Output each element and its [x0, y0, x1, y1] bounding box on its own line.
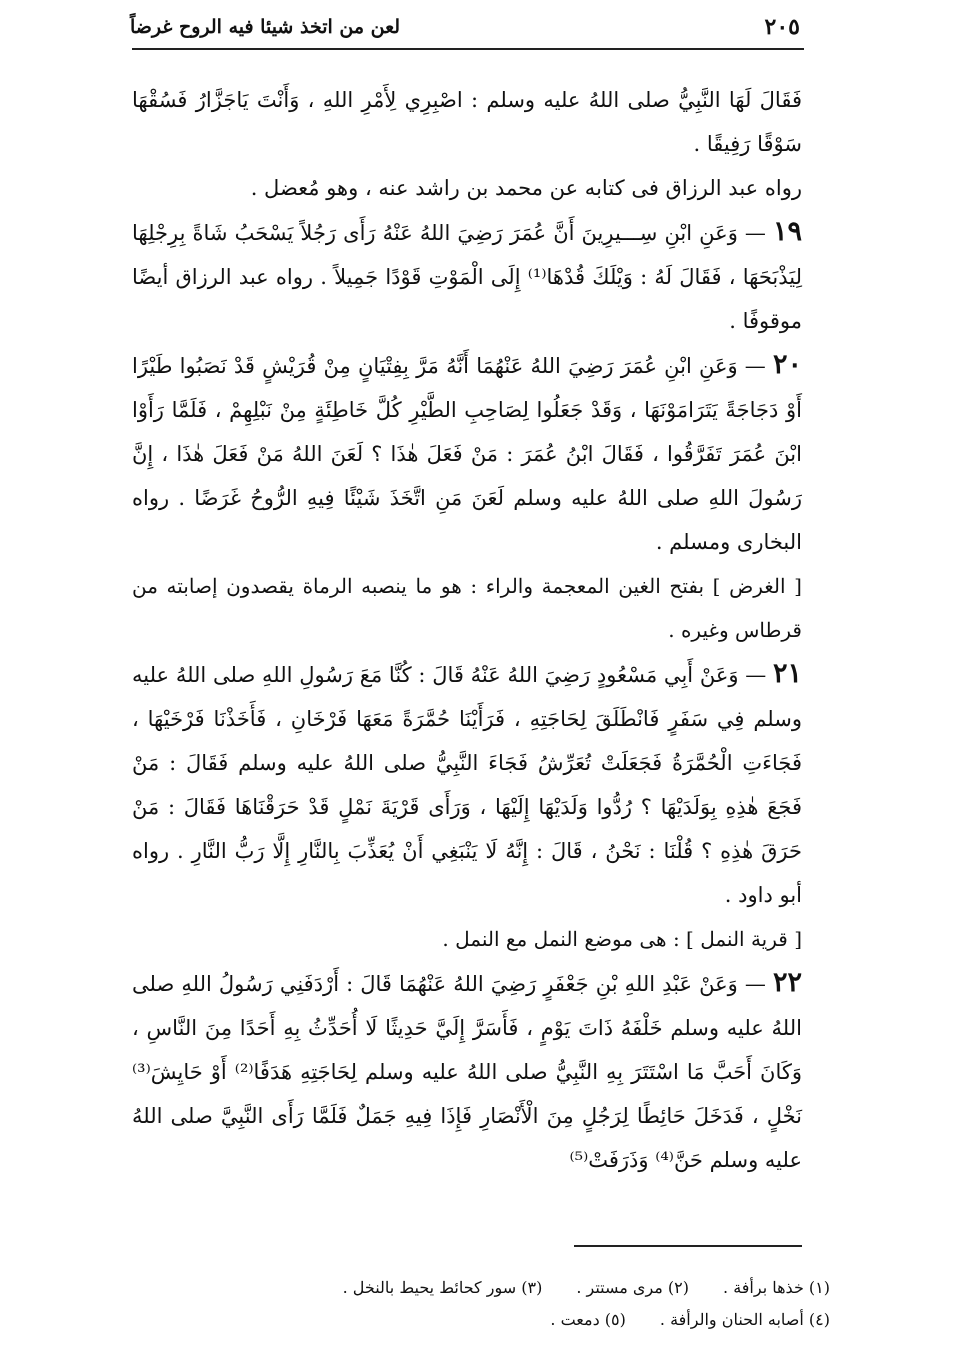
page-header — [130, 10, 800, 44]
paragraph: رواه عبد الرزاق فى كتابه عن محمد بن راشد عنه ، وهو مُعضل . — [250, 176, 802, 200]
header-divider — [132, 48, 804, 50]
main-text — [132, 78, 802, 1182]
gloss-note: [ قرية النمل ] : هى موضع النمل مع النمل . — [442, 927, 802, 951]
footnote-row — [140, 1304, 830, 1336]
running-title: لعن من اتخذ شيئا فيه الروح غرضاً — [130, 16, 401, 38]
hadith-number: ٢٢ — [772, 967, 802, 998]
footnotes — [140, 1272, 830, 1336]
hadith-number: ١٩ — [772, 216, 802, 247]
hadith-19: ١٩ — وَعَنِ ابْنِ سِـــيرِينَ أَنَّ عُمَرَ رَضِيَ اللهُ عَنْهُ رَأَى رَجُلاً يَسْحَبُ شَاةً بِرِجْلِهَا لِيَذْبَحَهَا ، فَقَالَ لَهُ : وَيْلَكَ قُدْهَا⁽¹⁾ إِلَى الْمَوْتِ قَوْدًا جَمِيلاً . رواه عبد الرزاق أيضًا موقوفًا . — [132, 216, 803, 333]
footnote-divider — [574, 1245, 802, 1247]
footnote: (٤) أصابه الحنان والرأفة . — [659, 1310, 830, 1329]
footnote: (٣) سور كحائط يحيط بالنخل . — [342, 1278, 543, 1297]
footnote: (٥) دمعت . — [550, 1310, 626, 1329]
page-number: ٢٠٥ — [764, 14, 800, 40]
hadith-20: ٢٠ — وَعَنِ ابْنِ عُمَرَ رَضِيَ اللهُ عَنْهُمَا أَنَّهُ مَرَّ بِفِتْيَانٍ مِنْ قُرَيْشٍ قَدْ نَصَبُوا طَيْرًا أَوْ دَجَاجَةً يَتَرَامَوْنَهَا ، وَقَدْ جَعَلُوا لِصَاحِبِ الطَّيْرِ كُلَّ خَاطِئَةٍ مِنْ نَبْلِهِمْ ، فَلَمَّا رَأَوْا ابْنَ عُمَرَ تَفَرَّقُوا ، فَقَالَ ابْنُ عُمَرَ : مَنْ فَعَلَ هٰذَا ؟ لَعَنَ اللهُ مَنْ فَعَلَ هٰذَا ، إِنَّ رَسُولَ اللهِ صلى اللهُ عليه وسلم لَعَنَ مَنِ اتَّخَذَ شَيْئًا فِيهِ الرُّوحُ غَرَضًا . رواه البخارى ومسلم . — [132, 349, 802, 554]
hadith-number: ٢١ — [772, 658, 802, 689]
gloss-note: [ الغرض ] بفتح الغين المعجمة والراء : هو ما ينصبه الرماة يقصدون إصابته من قرطاس وغيره . — [132, 574, 802, 642]
footnote: (٢) مرى مستتر . — [576, 1278, 690, 1297]
hadith-22: ٢٢ — وَعَنْ عَبْدِ اللهِ بْنِ جَعْفَرٍ رَضِيَ اللهُ عَنْهُمَا قَالَ : أَرْدَفَنِي رَسُولُ اللهِ صلى اللهُ عليه وسلم خَلْفَهُ ذَاتَ يَوْمٍ ، فَأَسَرَّ إِلَيَّ حَدِيثًا لَا أُحَدِّثُ بِهِ أَحَدًا مِنَ النَّاسِ ، وَكَانَ أَحَبَّ مَا اسْتَتَرَ بِهِ النَّبِيُّ صلى اللهُ عليه وسلم لِحَاجَتِهِ هَدَفًا⁽²⁾ أَوْ حَايِشَ⁽³⁾ نَخْلٍ ، فَدَخَلَ حَائِطًا لِرَجُلٍ مِنَ الْأَنْصَارِ فَإِذَا فِيهِ جَمَلٌ فَلَمَّا رَأَى النَّبِيَّ صلى اللهُ عليه وسلم حَنَّ⁽⁴⁾ وَذَرَفَتْ⁽⁵⁾ — [132, 967, 802, 1172]
paragraph: فَقَالَ لَهَا النَّبِيُّ صلى اللهُ عليه وسلم : اصْبِرِي لِأَمْرِ اللهِ ، وَأَنْتَ يَاجَزَّارُ فَسُقْهَا سَوْقًا رَفِيقًا . — [132, 88, 802, 156]
footnote-row — [140, 1272, 830, 1304]
hadith-number: ٢٠ — [772, 349, 802, 380]
hadith-21: ٢١ — وَعَنْ أَبِي مَسْعُودٍ رَضِيَ اللهُ عَنْهُ قَالَ : كُنَّا مَعَ رَسُولِ اللهِ صلى اللهُ عليه وسلم فِي سَفَرٍ فَانْطَلَقَ لِحَاجَتِهِ ، فَرَأَيْنَا حُمَّرَةً مَعَهَا فَرْخَانِ ، فَأَخَذْنَا فَرْخَيْهَا ، فَجَاءَتِ الْحُمَّرَةُ فَجَعَلَتْ تُعَرِّشُ فَجَاءَ النَّبِيُّ صلى اللهُ عليه وسلم فَقَالَ : مَنْ فَجَعَ هٰذِهِ بِوَلَدَيْهَا ؟ رُدُّوا وَلَدَيْهَا إِلَيْهَا ، وَرَأَى قَرْيَةَ نَمْلٍ قَدْ حَرَقْنَاهَا فَقَالَ : مَنْ حَرَقَ هٰذِهِ ؟ قُلْنَا : نَحْنُ ، قَالَ : إِنَّهُ لَا يَنْبَغِي أَنْ يُعَذِّبَ بِالنَّارِ إِلَّا رَبُّ النَّارِ . رواه أبو داود . — [132, 658, 802, 907]
footnote: (١) خذها برأفة . — [723, 1278, 830, 1297]
